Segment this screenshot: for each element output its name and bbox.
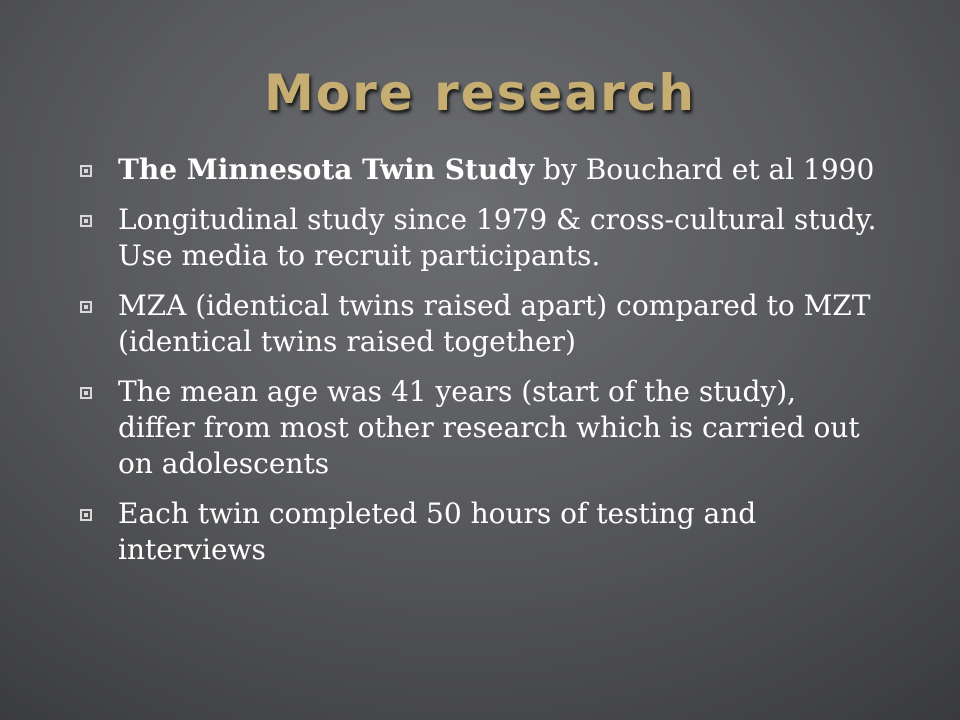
bullet-text: by Bouchard et al 1990: [534, 153, 875, 186]
list-item: [78, 202, 878, 274]
square-bullet-icon: [80, 387, 92, 399]
square-bullet-icon: [80, 509, 92, 521]
list-item: [78, 288, 878, 360]
slide-title: More research: [264, 64, 696, 122]
list-item: [78, 374, 878, 482]
bullet-text: The mean age was 41 years (start of the study), differ from most other research which is carried out on adolescents: [118, 375, 860, 480]
bullet-text: Each twin completed 50 hours of testing and interviews: [118, 497, 757, 566]
list-item: [78, 496, 878, 568]
list-item: [78, 152, 878, 188]
bullet-bold-text: The Minnesota Twin Study: [118, 153, 535, 186]
square-bullet-icon: [80, 215, 92, 227]
square-bullet-icon: [80, 301, 92, 313]
bullet-list: [78, 152, 878, 582]
bullet-text: Longitudinal study since 1979 & cross-cultural study. Use media to recruit participants.: [118, 203, 877, 272]
bullet-text: MZA (identical twins raised apart) compared to MZT (identical twins raised together): [118, 289, 871, 358]
square-bullet-icon: [80, 165, 92, 177]
